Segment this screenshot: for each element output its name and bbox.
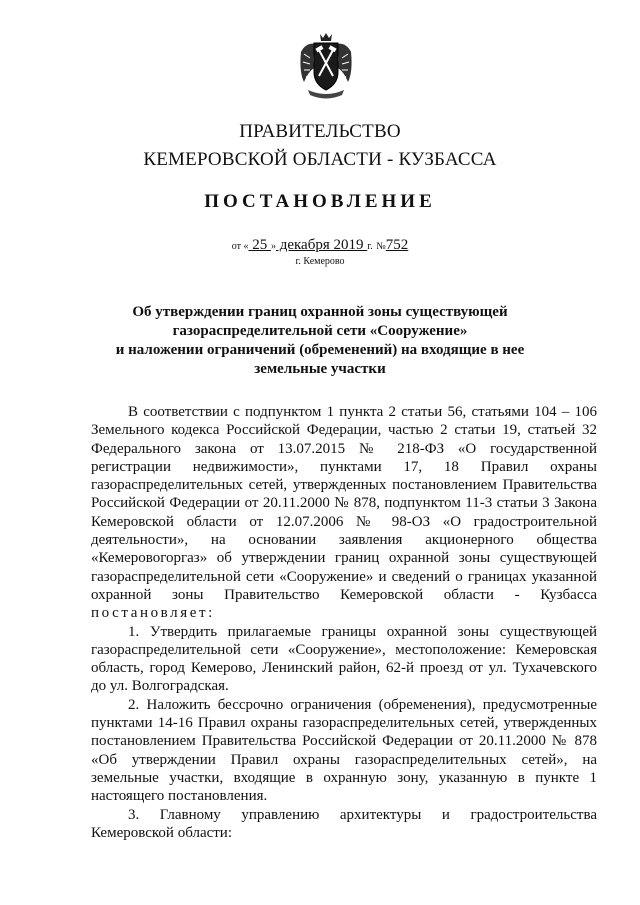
paragraph-item-3: 3. Главному управлению архитектуры и градостроительства Кемеровской области:	[91, 806, 597, 841]
date-from-label: от «	[231, 241, 249, 252]
paragraph-preamble: В соответствии с подпунктом 1 пункта 2 статьи 56, статьями 104 – 106 Земельного кодекса Российской Федерации, частью 2 статьи 19, статьей 32 Федерального закона от 13.07.2015 № 218-ФЗ «О государственной регистрации недвижимости», пунктами 17, 18 Правил охраны газораспределительных сетей, утвержденных постановлением Правительства Российской Федерации от 20.11.2000 № 878, подпунктом 11-3 статьи 3 Закона Кемеровской области от 12.07.2006 № 98-ОЗ «О градостроительной деятельности», на основании заявления акционерного общества «Кемеровогоргаз» об утверждении границ охранной зоны существующей газораспределительной сети «Сооружение» и сведений о границах указанной охранной зоны Правительство Кемеровской области - Кузбасса	[91, 404, 597, 603]
date-month-year: декабря 2019	[275, 237, 368, 253]
date-close-quote: »	[270, 241, 276, 252]
title-line: Об утверждении границ охранной зоны существующей	[132, 304, 508, 320]
resolves-label: постановляет:	[91, 605, 215, 622]
document-body	[91, 403, 597, 842]
date-day: 25	[248, 237, 271, 253]
coat-of-arms-icon	[298, 32, 354, 100]
resolves-word	[91, 604, 597, 622]
government-name-line2: КЕМЕРОВСКОЙ ОБЛАСТИ - КУЗБАССА	[143, 149, 497, 170]
government-name-line1: ПРАВИТЕЛЬСТВО	[239, 121, 401, 142]
paragraph-item-2: 2. Наложить бессрочно ограничения (обременения), предусмотренные пунктами 14-16 Правил охраны газораспределительных сетей, утвержденных постановлением Правительства Российской Федерации от 20.11.2000 № 878 «Об утверждении Правил охраны газораспределительных сетей», на земельные участки, входящие в охранную зону, указанную в пункте 1 настоящего постановления.	[91, 696, 597, 805]
doc-number: 752	[385, 237, 409, 253]
title-line: газораспределительной сети «Сооружение»	[172, 323, 468, 339]
document-title	[90, 303, 550, 379]
doc-number-label: №	[376, 241, 386, 252]
city-name: г. Кемерово	[295, 256, 345, 267]
date-number-line	[0, 237, 640, 254]
document-type-heading: ПОСТАНОВЛЕНИЕ	[204, 191, 436, 212]
paragraph-item-1: 1. Утвердить прилагаемые границы охранной зоны существующей газораспределительной сети «Сооружение», местоположение: Кемеровская область, город Кемерово, Ленинский район, 62-й проезд от ул. Тухачевского до ул. Волгоградская.	[91, 623, 597, 695]
title-line: и наложении ограничений (обременений) на входящие в нее	[115, 342, 525, 358]
title-line: земельные участки	[254, 361, 386, 377]
date-year-suffix: г.	[367, 241, 373, 252]
